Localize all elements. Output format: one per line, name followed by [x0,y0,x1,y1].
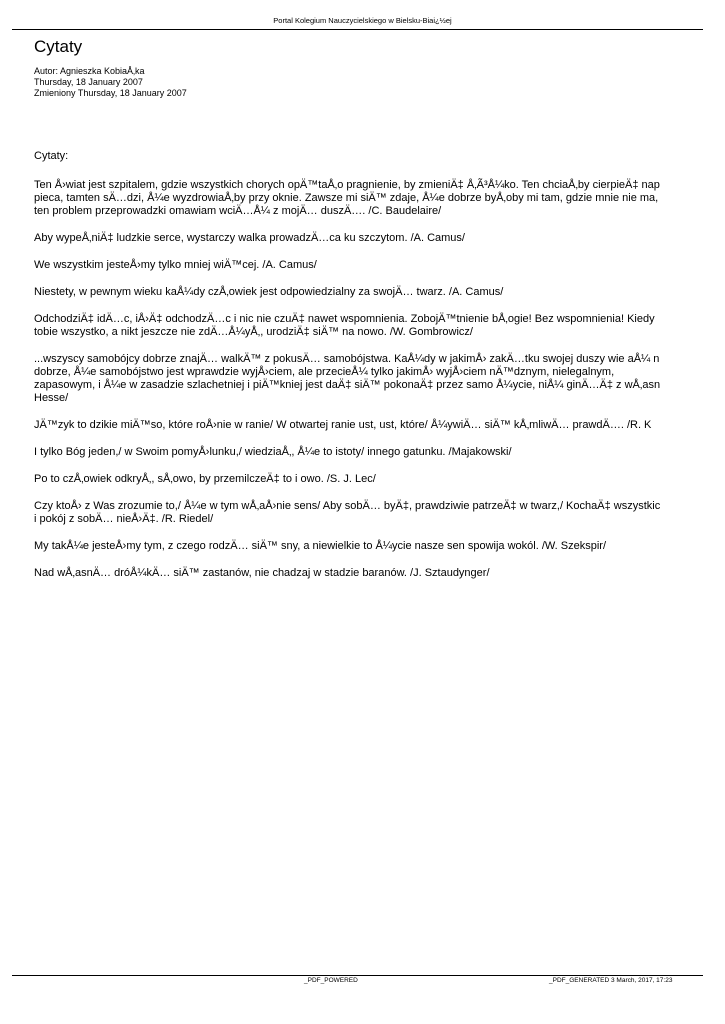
page-header-site-title: Portal Kolegium Nauczycielskiego w Bielsku-Biai¿½ej [273,16,452,25]
quote-paragraph [34,446,725,459]
article-date: Thursday, 18 January 2007 [34,77,143,87]
quote-line: OdchodziÄ‡ idÄ…c, iÅ›Ä‡ odchodzÄ…c i nic nie czuÄ‡ nawet wspomnienia. ZobojÄ™tnienie bÅ‚ogie! Bez wspomnienia! Kiedy [34,313,655,325]
quote-line: JÄ™zyk to dzikie miÄ™so, które roÅ›nie w ranie/ W otwartej ranie ust, ust, które/ Å¼ywiÄ… siÄ™ kÅ‚mliwÄ… prawdÄ…. /R. K [34,419,652,431]
quote-paragraph [34,567,725,580]
footer-generated: _PDF_GENERATED 3 March, 2017, 17:23 [549,977,673,984]
quote-paragraph [34,419,725,432]
quote-line: Po to czÅ‚owiek odkryÅ‚, sÅ‚owo, by przemilczeÄ‡ to i owo. /S. J. Lec/ [34,473,376,485]
quote-line: Czy ktoÅ› z Was zrozumie to,/ Å¼e w tym wÅ‚aÅ›nie sens/ Aby sobÄ… byÄ‡, prawdziwie patrzeÄ‡ w twarz,/ KochaÄ‡ wszystkic [34,500,661,512]
article-modified: Zmieniony Thursday, 18 January 2007 [34,88,187,98]
quote-line: dobrze, Å¼e samobójstwo jest wprawdzie wyjÅ›ciem, ale przecieÅ¼ tylko jakimÅ› wyjÅ›ciem nÄ™dznym, nielegalnym, [34,366,615,378]
header-divider [12,29,703,30]
quote-line: We wszystkim jesteÅ›my tylko mniej wiÄ™cej. /A. Camus/ [34,259,317,271]
quote-line: Hesse/ [34,392,69,404]
quote-paragraph [34,286,725,299]
quote-paragraph [34,353,725,405]
quote-line: Ten Å›wiat jest szpitalem, gdzie wszystkich chorych opÄ™taÅ‚o pragnienie, by zmieniÄ‡ Å‚Ã³Å¼ko. Ten chciaÅ‚by cierpieÄ‡ nap [34,179,660,191]
quote-line: i pokój z sobÄ… nieÅ›Ä‡. /R. Riedel/ [34,513,214,525]
quote-paragraph [34,313,725,339]
quote-line: ten problem przeprowadzki omawiam wciÄ…Å¼ z mojÄ… duszÄ…. /C. Baudelaire/ [34,205,442,217]
content-heading: Cytaty: [34,150,69,162]
quote-line: Nad wÅ‚asnÄ… dróÅ¼kÄ… siÄ™ zastanów, nie chadzaj w stadzie baranów. /J. Sztaudynger/ [34,567,490,579]
quote-line: pieca, tamten sÄ…dzi, Å¼e wyzdrowiaÅ‚by przy oknie. Zawsze mi siÄ™ zdaje, Å¼e dobrze byÅ‚oby mi tam, gdzie mnie nie ma, [34,192,659,204]
quote-paragraph [34,179,725,218]
quote-paragraph [34,232,725,245]
quote-line: ...wszyscy samobójcy dobrze znajÄ… walkÄ™ z pokusÄ… samobójstwa. KaÅ¼dy w jakimÅ› zakÄ…tku swojej duszy wie aÅ¼ n [34,353,660,365]
quote-paragraph [34,500,725,526]
footer-powered: _PDF_POWERED [304,977,358,984]
quote-line: Aby wypeÅ‚niÄ‡ ludzkie serce, wystarczy walka prowadzÄ…ca ku szczytom. /A. Camus/ [34,232,465,244]
article-body [34,150,725,594]
quote-paragraph [34,540,725,553]
quote-paragraph [34,473,725,486]
quote-paragraph [34,259,725,272]
article-title: Cytaty [34,37,83,56]
quote-line: My takÅ¼e jesteÅ›my tym, z czego rodzÄ… siÄ™ sny, a niewielkie to Å¼ycie nasze sen spowija wokól. /W. Szekspir/ [34,540,607,552]
quote-line: I tylko Bóg jeden,/ w Swoim pomyÅ›lunku,/ wiedziaÅ‚, Å¼e to istoty/ innego gatunku. /Majakowski/ [34,446,512,458]
footer-divider [12,975,703,976]
quote-line: Niestety, w pewnym wieku kaÅ¼dy czÅ‚owiek jest odpowiedzialny za swojÄ… twarz. /A. Camus/ [34,286,504,298]
quote-line: zapasowym, i Å¼e w zasadzie szlachetniej i piÄ™kniej jest daÄ‡ siÄ™ pokonaÄ‡ przez samo Å¼ycie, niÅ¼ ginÄ…Ä‡ z wÅ‚asn [34,379,661,391]
quote-line: tobie wszystko, a nikt jeszcze nie zdÄ…Å¼yÅ‚, urodziÄ‡ siÄ™ na nowo. /W. Gombrowicz/ [34,326,473,338]
article-author: Autor: Agnieszka KobiaÅ‚ka [34,66,145,76]
